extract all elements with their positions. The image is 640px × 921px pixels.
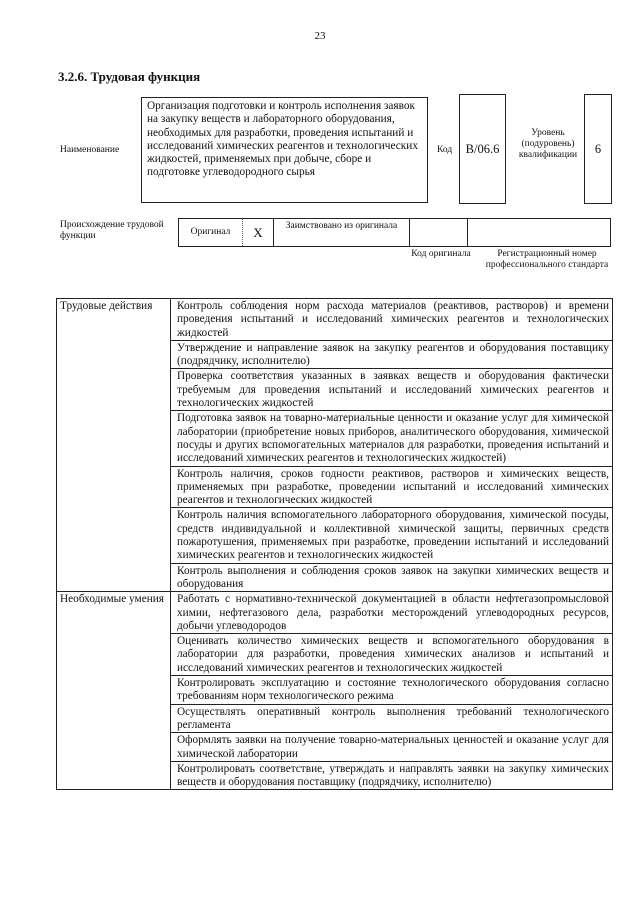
labor-action-item: Утверждение и направление заявок на закупку реагентов и оборудования поставщику (подрядчику, исполнителю) <box>171 340 613 369</box>
reg-number-label: Регистрационный номер профессионального стандарта <box>485 249 609 270</box>
skill-item: Оформлять заявки на получение товарно-материальных ценностей и оказание услуг для химической лаборатории <box>171 733 613 762</box>
code-original-label: Код оригинала <box>411 249 471 259</box>
code-value: B/06.6 <box>459 94 506 204</box>
labor-actions-label: Трудовые действия <box>57 299 171 592</box>
origin-table <box>178 218 611 247</box>
required-skills-label: Необходимые умения <box>57 592 171 790</box>
original-label: Оригинал <box>178 219 242 246</box>
function-table <box>56 298 613 790</box>
table-row <box>57 592 613 634</box>
level-value: 6 <box>584 94 612 204</box>
code-label: Код <box>437 145 453 155</box>
skill-item: Контролировать соответствие, утверждать и направлять заявки на закупку химических веществ и оборудования поставщику (подрядчику, исполнителю) <box>171 761 613 790</box>
skill-item: Осуществлять оперативный контроль выполнения требований технологического регламента <box>171 704 613 733</box>
level-label: Уровень (подуровень) квалификации <box>518 128 578 160</box>
labor-action-item: Подготовка заявок на товарно-материальные ценности и оказание услуг для химической лаборатории (приобретение новых приборов, аналитического оборудования, химической посуды и других вспомогательных материалов для разработки, проведения испытаний и исследований химических реагентов и технологических жидкостей) <box>171 411 613 466</box>
section-title: 3.2.6. Трудовая функция <box>58 69 201 84</box>
labor-action-item: Контроль выполнения и соблюдения сроков заявок на закупки химических веществ и оборудования <box>171 563 613 592</box>
code-original-cell <box>409 219 467 246</box>
labor-action-item: Контроль соблюдения норм расхода материалов (реактивов, растворов) и времени проведения испытаний и исследований химических реагентов и технологических жидкостей <box>171 299 613 341</box>
labor-action-item: Контроль наличия вспомогательного лабораторного оборудования, химической посуды, средств индивидуальной и коллективной химической защиты, первичных средств пожаротушения, применяемых при разработке, проведении испытаний и исследований химических реагентов и технологических жидкостей <box>171 508 613 563</box>
borrowed-label: Заимствовано из оригинала <box>273 219 409 246</box>
table-row <box>57 299 613 341</box>
name-value: Организация подготовки и контроль исполнения заявок на закупку веществ и лабораторного оборудования, необходимых для разработки, проведения испытаний и исследований химических реагентов и технологических жидкостей, применяемых при добыче, сборе и подготовке углеводородного сырья <box>141 97 428 203</box>
labor-action-item: Проверка соответствия указанных в заявках веществ и оборудования фактически требуемым для проведения испытаний и исследований химических реагентов и технологических жидкостей <box>171 369 613 411</box>
labor-action-item: Контроль наличия, сроков годности реактивов, растворов и химических веществ, применяемых при разработке, проведении испытаний и исследований химических реагентов и технологических жидкостей <box>171 466 613 508</box>
skill-item: Оценивать количество химических веществ и вспомогательного оборудования в лаборатории для разработки, проведения химических анализов и испытаний и исследований химических реагентов и технологических жидкостей <box>171 634 613 676</box>
name-label: Наименование <box>60 145 120 155</box>
reg-number-cell <box>467 219 611 246</box>
skill-item: Контролировать эксплуатацию и состояние технологического оборудования согласно требованиям норм технологического режима <box>171 676 613 705</box>
original-mark: X <box>242 219 273 246</box>
origin-label: Происхождение трудовой функции <box>60 220 164 241</box>
page-number: 23 <box>314 30 326 42</box>
skill-item: Работать с нормативно-технической документацией в области нефтегазопромысловой химии, нефтегазового дела, разработки месторождений углеводородных ресурсов, добычи углеводородов <box>171 592 613 634</box>
